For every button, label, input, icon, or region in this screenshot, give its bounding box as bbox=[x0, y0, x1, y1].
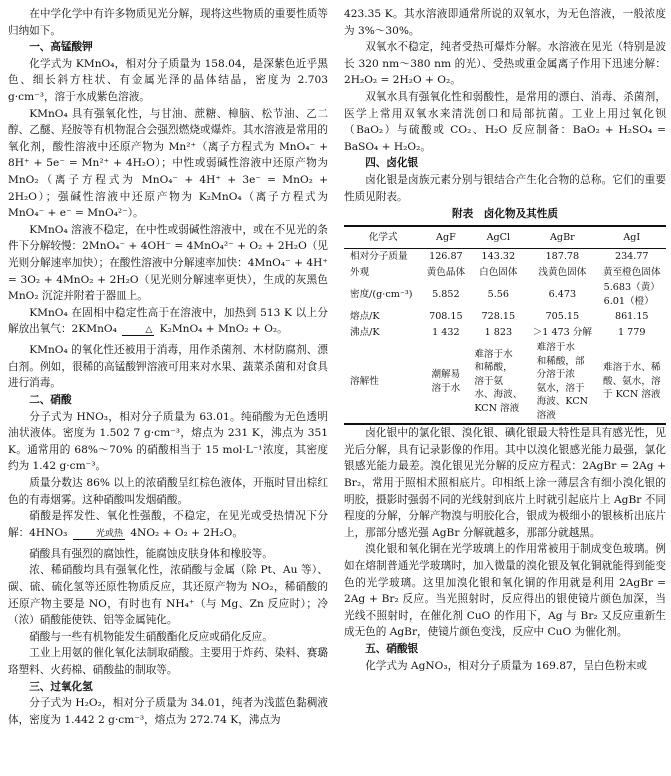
table-row bbox=[344, 249, 666, 265]
table-cell: 5.683（黄） 6.01（橙） bbox=[603, 282, 660, 307]
table-header-cell: AgBr bbox=[527, 226, 597, 249]
hno3-paragraph-4: 硝酸具有强烈的腐蚀性，能腐蚀皮肤身体和橡胶等。 bbox=[29, 547, 273, 560]
table-header-cell: 化学式 bbox=[344, 226, 422, 249]
intro-paragraph: 在中学化学中有许多物质见光分解，现将这些物质的重要性质等归纳如下。 bbox=[8, 8, 328, 37]
kmno4-decomp-text: KMnO₄ 在固相中稳定性高于在溶液中，加热到 513 K 以上分解放出氧气：2KMnO₄ bbox=[8, 306, 328, 336]
kmno4-paragraph-5: KMnO₄ 的氧化性还被用于消毒，用作杀菌剂、木材防腐剂、漂白剂。例如，很稀的高锰酸钾溶液可用来对水果、蔬菜杀菌和对食具进行消毒。 bbox=[8, 344, 328, 390]
hno3-decomp-products: 4NO₂ + O₂ + 2H₂O。 bbox=[126, 526, 243, 539]
table-cell: 黄色晶体 bbox=[426, 266, 466, 278]
section-heading-kmno4: 一、高锰酸钾 bbox=[29, 41, 93, 54]
section-heading-silver-halides: 四、卤化银 bbox=[365, 157, 419, 170]
table-cell: 1 823 bbox=[484, 326, 513, 338]
h2o2-paragraph-3: 双氧水具有强氧化性和弱酸性，是常用的漂白、消毒、杀菌剂，医学上常用双氧水来清洗创口和局部抗菌。工业上用过氧化钡（BaO₂）与硫酸或 CO₂、H₂O 反应制备：BaO₂ + H₂SO₄ = BaSO₄ + H₂O₂。 bbox=[344, 90, 666, 153]
table-cell: 187.78 bbox=[545, 251, 580, 263]
table-cell: 难溶于水、稀 酸、氨水，溶 于 KCN 溶液 bbox=[602, 362, 661, 401]
kmno4-paragraph-4 bbox=[8, 305, 328, 343]
hno3-paragraph-1: 分子式为 HNO₃，相对分子质量为 63.01。纯硝酸为无色透明油状液体。密度为 1.502 7 g·cm⁻³，熔点为 231 K，沸点为 351 K。通常用的 68%～70% 的硝酸相当于 15 mol·L⁻¹浓度，其密度约为 1.42 g·cm⁻³。 bbox=[8, 410, 328, 473]
table-cell: 126.87 bbox=[429, 251, 463, 263]
table-row bbox=[344, 280, 666, 309]
kmno4-decomp-products: K₂MnO₄ + MnO₂ + O₂。 bbox=[156, 323, 288, 336]
silver-halides-paragraph-3: 溴化银和氧化铜在光学玻璃上的作用常被用于制成变色玻璃。例如在熔制普通光学玻璃时，加入微量的溴化银及氧化铜就能得到能变色的光学玻璃。这里加溴化银和氧化铜的作用就是利用 2AgBr = 2Ag + Br₂ 反应。当光照射时，反应得出的银使镜片颜色加深，当光线不照射时，在催化剂 CuO 的作用下，Ag 与 Br₂ 又反应重新生成无色的 AgBr，使镜片颜色变浅，反应中 CuO 为催化剂。 bbox=[344, 543, 666, 639]
kmno4-paragraph-1: 化学式为 KMnO₄，相对分子质量为 158.04，是深紫色近乎黑色、细长斜方柱状、有金属光泽的晶体结晶，密度为 2.703 g·cm⁻³，溶于水成紫色溶液。 bbox=[8, 57, 328, 103]
table-row-label: 密度/(g·cm⁻³) bbox=[350, 288, 413, 300]
table-row-label: 熔点/K bbox=[350, 311, 380, 323]
table-cell: 861.15 bbox=[614, 311, 649, 323]
right-column bbox=[344, 6, 666, 674]
hno3-paragraph-3 bbox=[8, 508, 328, 546]
silver-halides-paragraph-2: 卤化银中的氯化银、溴化银、碘化银最大特性是具有感光性，见光后分解，具有记录影像的作用。其中以溴化银感光能力最强，氯化银感光能力最差。溴化银见光分解的反应方程式：2AgBr = 2Ag + Br₂，常用于照相术照相底片。印相纸上涂一薄层含有细小溴化银的明胶，摄影时强弱不同的光线射到底片上时就引起底片上 AgBr 不同程度的分解，分解产物溴与明胶化合，银成为极细小的银核析出底片上，那部分感光强 AgBr 分解就越多，那部分就越黑。 bbox=[344, 427, 666, 539]
condition-heat: △ bbox=[122, 326, 154, 336]
table-row-label: 沸点/K bbox=[350, 326, 380, 338]
section-heading-h2o2: 三、过氧化氢 bbox=[29, 680, 93, 693]
silver-halides-paragraph-1: 卤化银是卤族元素分别与银结合产生化合物的总称。它们的重要性质见附表。 bbox=[344, 173, 666, 203]
h2o2-continued-paragraph: 423.35 K。其水溶液即通常所说的双氧水，为无色溶液，一般浓度为 3%～30%。 bbox=[344, 8, 666, 37]
kmno4-paragraph-2: KMnO₄ 具有强氧化性，与甘油、蔗糖、樟脑、松节油、乙二醇、乙醚、羟胺等有机物混合会强烈燃烧或爆炸。其水溶液是常用的氧化剂，酸性溶液中还原产物为 Mn²⁺（离子方程式为 MnO₄⁻ + 8H⁺ + 5e⁻ = Mn²⁺ + 4H₂O）；中性或弱碱性溶液中还原产物为 MnO₂（离子方程式为 MnO₄⁻ + 4H⁺ + 3e⁻ = MnO₂ + 2H₂O）；强碱性溶液中还原产物为 K₂MnO₄（离子方程式为 MnO₄⁻ + e⁻ = MnO₄²⁻）。 bbox=[8, 107, 328, 220]
table-cell: 705.15 bbox=[545, 311, 580, 323]
table-header-cell: AgI bbox=[598, 226, 666, 249]
hno3-paragraph-2: 质量分数达 86% 以上的浓硝酸呈红棕色液体，开瓶时冒出棕红色的有毒烟雾。这种硝酸叫发烟硝酸。 bbox=[8, 477, 328, 506]
hno3-paragraph-6: 硝酸与一些有机物能发生硝酸酯化反应或硝化反应。 bbox=[29, 630, 273, 643]
table-header-row bbox=[344, 226, 666, 249]
hno3-decomp-text: 硝酸是挥发性、氧化性强酸，不稳定，在见光或受热情况下分解：4HNO₃ bbox=[8, 510, 328, 539]
table-cell: 潮解易 溶于水 bbox=[431, 369, 461, 394]
table-caption: 附表 卤化物及其性质 bbox=[452, 208, 558, 221]
table-cell: 708.15 bbox=[429, 311, 463, 323]
table-cell: 143.32 bbox=[481, 251, 516, 263]
section-heading-agno3: 五、硝酸银 bbox=[365, 642, 419, 655]
table-cell: 1 779 bbox=[618, 326, 646, 338]
table-row-label: 相对分子质量 bbox=[350, 251, 408, 263]
table-header-cell: AgF bbox=[422, 226, 469, 249]
agno3-paragraph-1: 化学式为 AgNO₃，相对分子质量为 169.87，呈白色粉末或 bbox=[365, 659, 647, 672]
h2o2-paragraph-1: 分子式为 H₂O₂，相对分子质量为 34.01，纯者为浅蓝色黏稠液体，密度为 1.442 2 g·cm⁻³，熔点为 272.74 K，沸点为 bbox=[8, 697, 328, 726]
table-row bbox=[344, 325, 666, 341]
table-cell: 白色固体 bbox=[479, 266, 518, 278]
table-cell: 6.473 bbox=[548, 288, 577, 300]
table-row bbox=[344, 265, 666, 281]
table-cell: 5.56 bbox=[487, 288, 509, 300]
table-cell: 黄至橙色固体 bbox=[602, 266, 661, 278]
table-cell: 234.77 bbox=[614, 251, 649, 263]
table-cell: 浅黄色固体 bbox=[538, 266, 587, 278]
kmno4-paragraph-3: KMnO₄ 溶液不稳定，在中性或弱碱性溶液中，或在不见光的条件下分解较慢：2MnO₄⁻ + 4OH⁻ = 4MnO₄²⁻ + O₂ + 2H₂O（见光则分解速率加快）；在酸性溶液中分解速率加快：4MnO₄⁻ + 4H⁺ = 3O₂ + 4MnO₂ + 2H₂O（见光则分解速率更快），生成的灰黑色 MnO₂ 沉淀并附着于器皿上。 bbox=[8, 223, 328, 303]
table-cell: 728.15 bbox=[481, 311, 516, 323]
reaction-condition bbox=[73, 530, 125, 546]
table-body bbox=[344, 249, 666, 425]
hno3-paragraph-5: 浓、稀硝酸均具有强氧化性，浓硝酸与金属（除 Pt、Au 等）、碳、硫、硫化氢等还原性物质反应，其还原产物为 NO₂，稀硝酸的还原产物主要是 NO，有时也有 NH₄⁺（与 Mg、Zn 反应时）；冷（浓）硝酸能使铁、铝等金属钝化。 bbox=[8, 564, 328, 627]
table-row bbox=[344, 340, 666, 424]
table-cell: 难溶于水 和稀酸，部 分溶于浓 氨水，溶于 海波、KCN 溶液 bbox=[536, 342, 589, 421]
left-column bbox=[8, 6, 328, 728]
h2o2-paragraph-2: 双氧水不稳定，纯者受热可爆炸分解。水溶液在见光（特别是波长 320 nm～380 nm 的光）、受热或重金属离子作用下迅速分解：2H₂O₂ = 2H₂O + O₂。 bbox=[344, 41, 666, 87]
table-row-label: 外观 bbox=[350, 266, 370, 278]
table-row bbox=[344, 309, 666, 325]
table-cell: ＞1 473 分解 bbox=[532, 326, 592, 338]
properties-table bbox=[344, 225, 666, 426]
table-row-label: 溶解性 bbox=[350, 375, 379, 387]
table-cell: 1 432 bbox=[432, 326, 460, 338]
table-cell: 5.852 bbox=[432, 288, 460, 300]
table-header-cell: AgCl bbox=[469, 226, 527, 249]
condition-light-heat: 光或热 bbox=[73, 530, 125, 540]
section-heading-hno3: 二、硝酸 bbox=[29, 394, 72, 407]
hno3-paragraph-7: 工业上用氨的催化氧化法制取硝酸。主要用于炸药、染料、赛璐珞塑料、火药棉、硝酸盐的制取等。 bbox=[8, 647, 328, 676]
table-cell: 难溶于水 和稀酸， 溶于氨 水、海波、 KCN 溶液 bbox=[474, 348, 523, 414]
reaction-condition bbox=[122, 326, 154, 342]
